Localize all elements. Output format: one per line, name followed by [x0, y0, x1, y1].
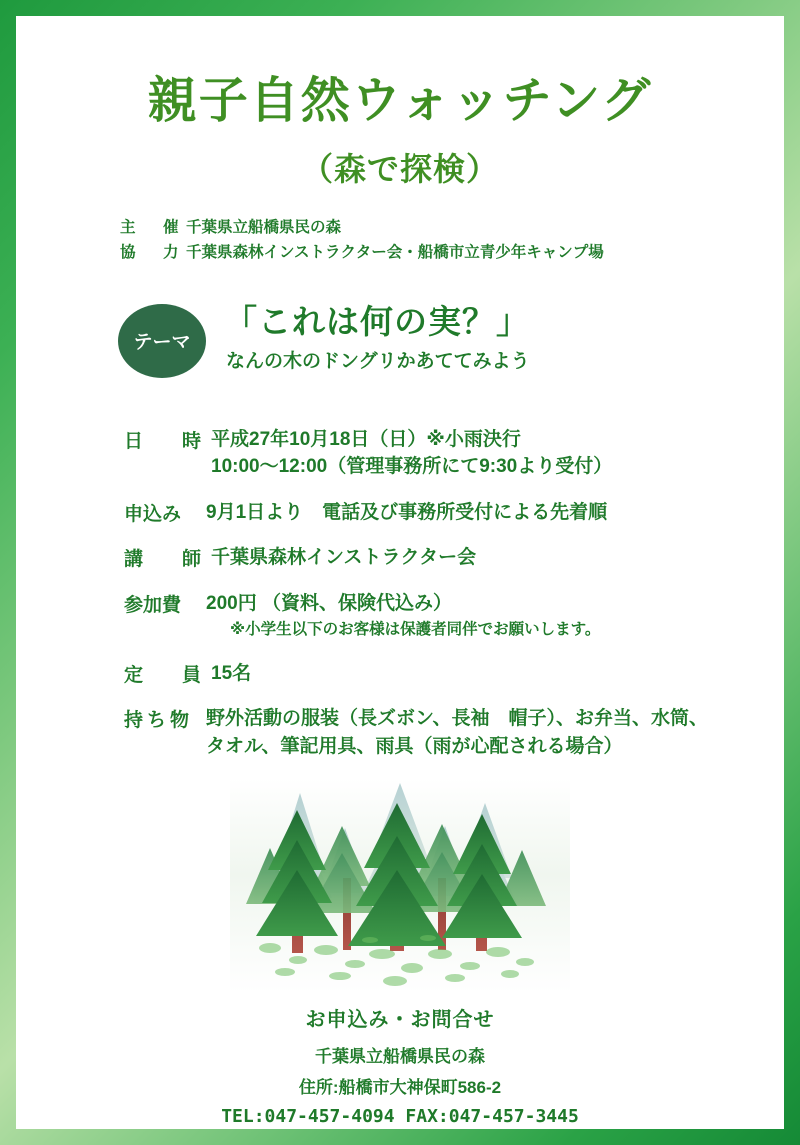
theme-main-text: 「これは何の実？」: [224, 301, 530, 341]
detail-label: 持ち物: [124, 710, 194, 732]
organizer-label: 主 催: [120, 219, 185, 236]
detail-value: [211, 660, 251, 688]
detail-text: 9月1日より 電話及び事務所受付による先着順: [206, 501, 608, 523]
detail-row-application: [124, 499, 724, 527]
page-title: 親子自然ウォッチング: [147, 72, 653, 129]
forest-trees-illustration: [16, 778, 784, 993]
detail-note: ※小学生以下のお客様は保護者同伴でお願いします。: [230, 621, 601, 639]
contact-heading: お申込み・お問合せ: [305, 1009, 495, 1032]
theme-block: [16, 290, 784, 400]
organizer-row: [120, 241, 784, 266]
detail-text: 15名: [211, 662, 252, 684]
organizer-value: 千葉県立船橋県民の森: [186, 219, 342, 236]
forest-illustration-svg: [230, 778, 570, 993]
theme-badge: テーマ: [118, 304, 206, 378]
detail-text: 平成27年10月18日（日）※小雨決行 10:00～12:00（管理事務所にて9:30より受付）: [211, 428, 613, 478]
contact-phone: TEL:047-457-4094 FAX:047-457-3445: [221, 1106, 579, 1128]
contact-block: [16, 1003, 784, 1127]
organizer-value: 千葉県森林インストラクター会・船橋市立青少年キャンプ場: [186, 243, 604, 261]
detail-value: [211, 544, 476, 572]
contact-address: 住所:船橋市大神保町586-2: [298, 1078, 502, 1098]
detail-row-items: [124, 705, 724, 760]
event-details: [16, 426, 784, 761]
contact-organization: 千葉県立船橋県民の森: [315, 1047, 485, 1067]
organizer-label: 協 力: [120, 243, 185, 261]
organizer-block: [16, 216, 784, 266]
detail-label: 講 師: [124, 549, 212, 571]
organizer-row: [120, 216, 784, 241]
detail-row-capacity: [124, 660, 724, 688]
poster-content: [16, 16, 784, 1129]
detail-label: 定 員: [124, 664, 212, 686]
theme-sub-text: なんの木のドングリかあててみよう: [226, 350, 530, 372]
detail-row-fee: [124, 590, 724, 642]
detail-row-instructor: [124, 544, 724, 572]
detail-value: [211, 426, 612, 481]
detail-value: [206, 590, 600, 642]
detail-row-datetime: [124, 426, 724, 481]
detail-label: 参加費: [124, 594, 182, 616]
detail-value: [206, 499, 607, 527]
page-subtitle: （森で探検）: [300, 150, 499, 188]
detail-label: 日 時: [124, 430, 212, 452]
detail-label: 申込み: [124, 503, 182, 525]
detail-text: 野外活動の服装（長ズボン、長袖 帽子）、お弁当、水筒、 タオル、筆記用具、雨具（雨が心配される場合）: [206, 708, 708, 757]
detail-value: [206, 705, 708, 760]
detail-text: 200円 （資料、保険代込み）: [206, 592, 452, 614]
detail-text: 千葉県森林インストラクター会: [211, 547, 477, 569]
